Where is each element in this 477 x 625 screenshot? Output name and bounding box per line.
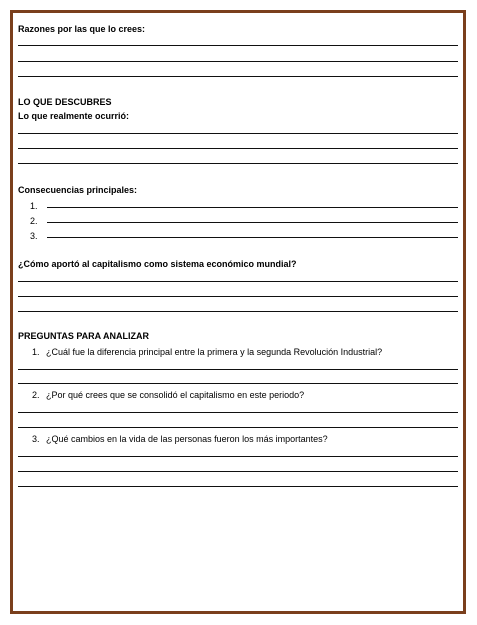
answer-line[interactable] [18, 148, 458, 149]
answer-line[interactable] [18, 163, 458, 164]
what-happened-label: Lo que realmente ocurrió: [18, 111, 130, 121]
answer-line[interactable] [18, 427, 458, 428]
answer-line[interactable] [18, 61, 458, 62]
answer-line[interactable] [18, 456, 458, 457]
question-text: ¿Cuál fue la diferencia principal entre la primera y la segunda Revolución Industrial? [46, 347, 383, 357]
question-text: ¿Qué cambios en la vida de las personas fueron los más importantes? [46, 434, 328, 444]
discover-heading: LO QUE DESCUBRES [18, 97, 112, 107]
answer-line[interactable] [18, 412, 458, 413]
consequence-number: 2. [30, 216, 38, 226]
consequence-line[interactable] [47, 207, 458, 208]
question-number: 1. [32, 347, 40, 357]
answer-line[interactable] [18, 369, 458, 370]
consequence-line[interactable] [47, 222, 458, 223]
answer-line[interactable] [18, 281, 458, 282]
capitalism-question: ¿Cómo aportó al capitalismo como sistema económico mundial? [18, 259, 297, 269]
reasons-label: Razones por las que lo crees: [18, 24, 146, 34]
question-text: ¿Por qué crees que se consolidó el capitalismo en este periodo? [46, 390, 305, 400]
question-number: 2. [32, 390, 40, 400]
answer-line[interactable] [18, 76, 458, 77]
consequence-number: 3. [30, 231, 38, 241]
answer-line[interactable] [18, 45, 458, 46]
answer-line[interactable] [18, 486, 458, 487]
answer-line[interactable] [18, 311, 458, 312]
question-number: 3. [32, 434, 40, 444]
answer-line[interactable] [18, 471, 458, 472]
answer-line[interactable] [18, 296, 458, 297]
answer-line[interactable] [18, 133, 458, 134]
analysis-heading: PREGUNTAS PARA ANALIZAR [18, 331, 149, 341]
answer-line[interactable] [18, 383, 458, 384]
consequences-label: Consecuencias principales: [18, 185, 138, 195]
consequence-number: 1. [30, 201, 38, 211]
consequence-line[interactable] [47, 237, 458, 238]
